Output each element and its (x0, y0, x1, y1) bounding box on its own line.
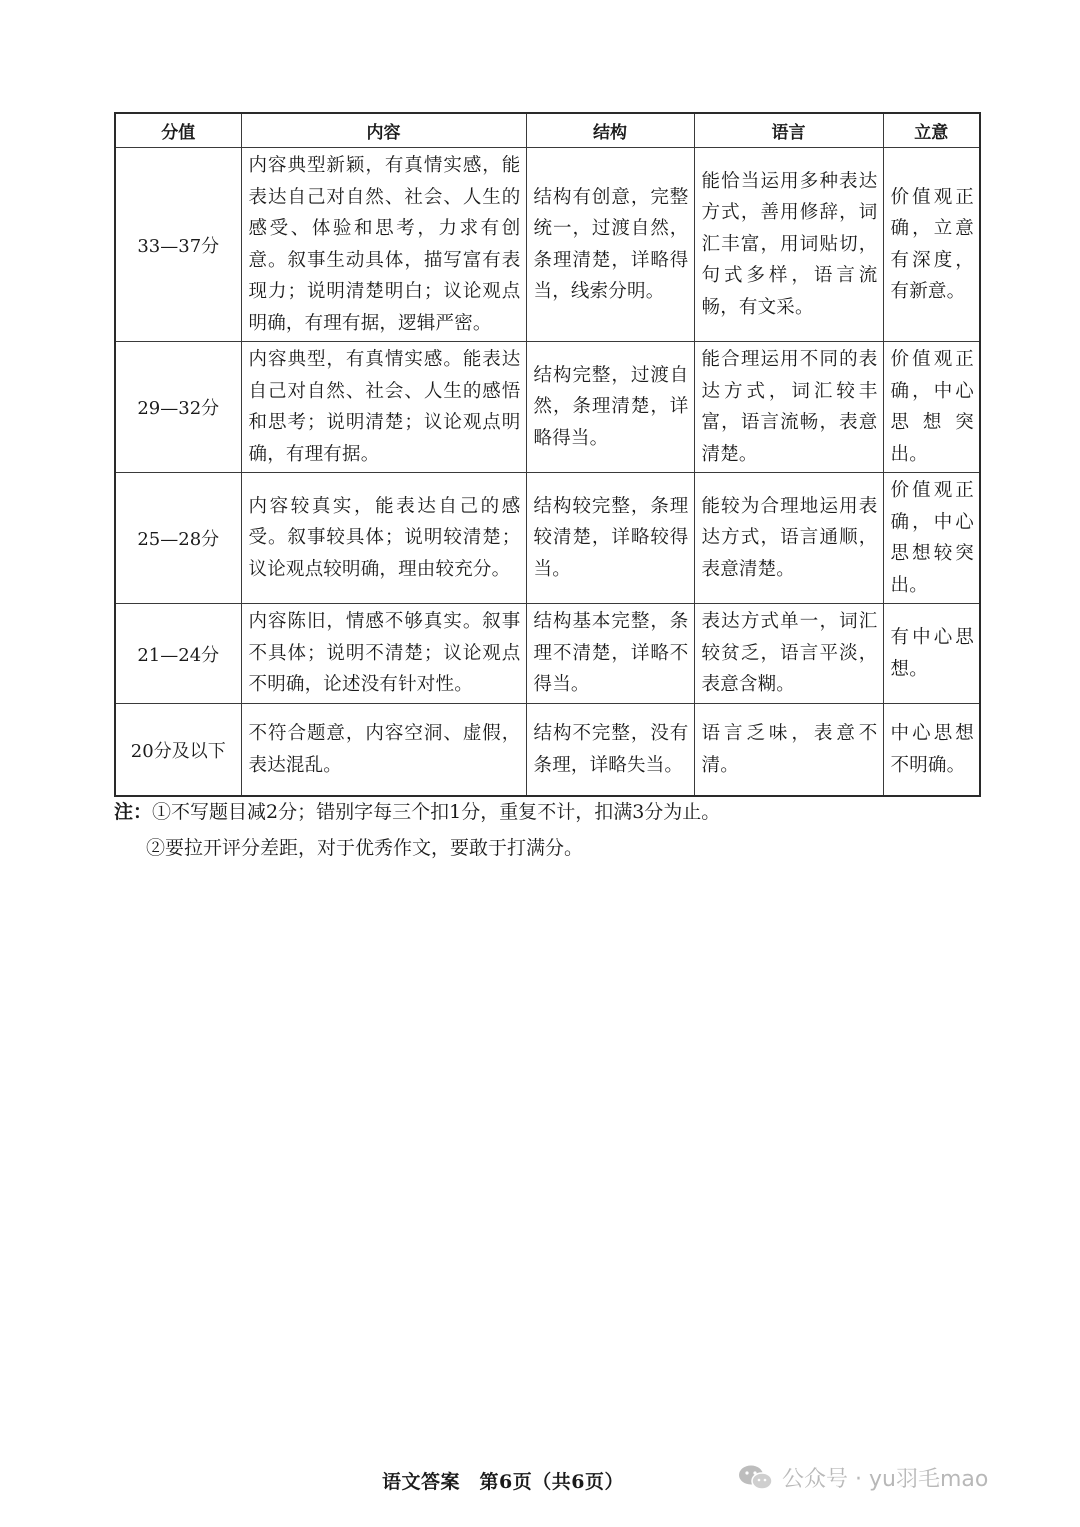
content-criteria: 内容典型，有真情实感。能表达自己对自然、社会、人生的感悟和思考；说明清楚；议论观点明确，有理有据。 (241, 342, 526, 473)
structure-criteria: 结构不完整，没有条理，详略失当。 (526, 704, 694, 797)
theme-criteria: 有中心思想。 (883, 604, 980, 704)
score-range: 20分及以下 (115, 704, 241, 797)
theme-criteria: 价值观正确，立意有深度，有新意。 (883, 148, 980, 342)
note-line-1 (114, 794, 994, 830)
header-language: 语言 (694, 113, 883, 148)
table-row (115, 148, 980, 342)
watermark (738, 1462, 988, 1493)
watermark-text: 公众号 · yu羽毛mao (782, 1467, 989, 1492)
structure-criteria: 结构基本完整，条理不清楚，详略不得当。 (526, 604, 694, 704)
content-criteria: 不符合题意，内容空洞、虚假，表达混乱。 (241, 704, 526, 797)
theme-criteria: 价值观正确，中心思想较突出。 (883, 473, 980, 604)
language-criteria: 语言乏味，表意不清。 (694, 704, 883, 797)
content-criteria: 内容典型新颖，有真情实感，能表达自己对自然、社会、人生的感受、体验和思考，力求有创意。叙事生动具体，描写富有表现力；说明清楚明白；议论观点明确，有理有据，逻辑严密。 (241, 148, 526, 342)
page-footer: 语文答案 第6页（共6页） (382, 1471, 624, 1493)
structure-criteria: 结构有创意，完整统一，过渡自然，条理清楚，详略得当，线索分明。 (526, 148, 694, 342)
grading-notes (114, 794, 994, 866)
theme-criteria: 中心思想不明确。 (883, 704, 980, 797)
header-content: 内容 (241, 113, 526, 148)
table-row (115, 473, 980, 604)
scoring-rubric-table (114, 112, 981, 797)
score-range: 33—37分 (115, 148, 241, 342)
note-label: 注： (114, 801, 153, 823)
structure-criteria: 结构完整，过渡自然，条理清楚，详略得当。 (526, 342, 694, 473)
score-range: 29—32分 (115, 342, 241, 473)
content-criteria: 内容较真实，能表达自己的感受。叙事较具体；说明较清楚；议论观点较明确，理由较充分。 (241, 473, 526, 604)
content-criteria: 内容陈旧，情感不够真实。叙事不具体；说明不清楚；议论观点不明确，论述没有针对性。 (241, 604, 526, 704)
score-range: 21—24分 (115, 604, 241, 704)
table-row (115, 704, 980, 797)
language-criteria: 表达方式单一，词汇较贫乏，语言平淡，表意含糊。 (694, 604, 883, 704)
language-criteria: 能较为合理地运用表达方式，语言通顺，表意清楚。 (694, 473, 883, 604)
score-range: 25—28分 (115, 473, 241, 604)
language-criteria: 能恰当运用多种表达方式，善用修辞，词汇丰富，用词贴切，句式多样，语言流畅，有文采。 (694, 148, 883, 342)
structure-criteria: 结构较完整，条理较清楚，详略较得当。 (526, 473, 694, 604)
header-structure: 结构 (526, 113, 694, 148)
table-header-row (115, 113, 980, 148)
note-1-text: ①不写题目减2分；错别字每三个扣1分，重复不计，扣满3分为止。 (152, 801, 721, 823)
note-2-text: ②要拉开评分差距，对于优秀作文，要敢于打满分。 (146, 837, 584, 859)
header-score: 分值 (115, 113, 241, 148)
wechat-icon (738, 1464, 774, 1492)
theme-criteria: 价值观正确，中心思想突出。 (883, 342, 980, 473)
language-criteria: 能合理运用不同的表达方式，词汇较丰富，语言流畅，表意清楚。 (694, 342, 883, 473)
table-row (115, 604, 980, 704)
header-theme: 立意 (883, 113, 980, 148)
table-row (115, 342, 980, 473)
note-line-2 (114, 830, 994, 866)
